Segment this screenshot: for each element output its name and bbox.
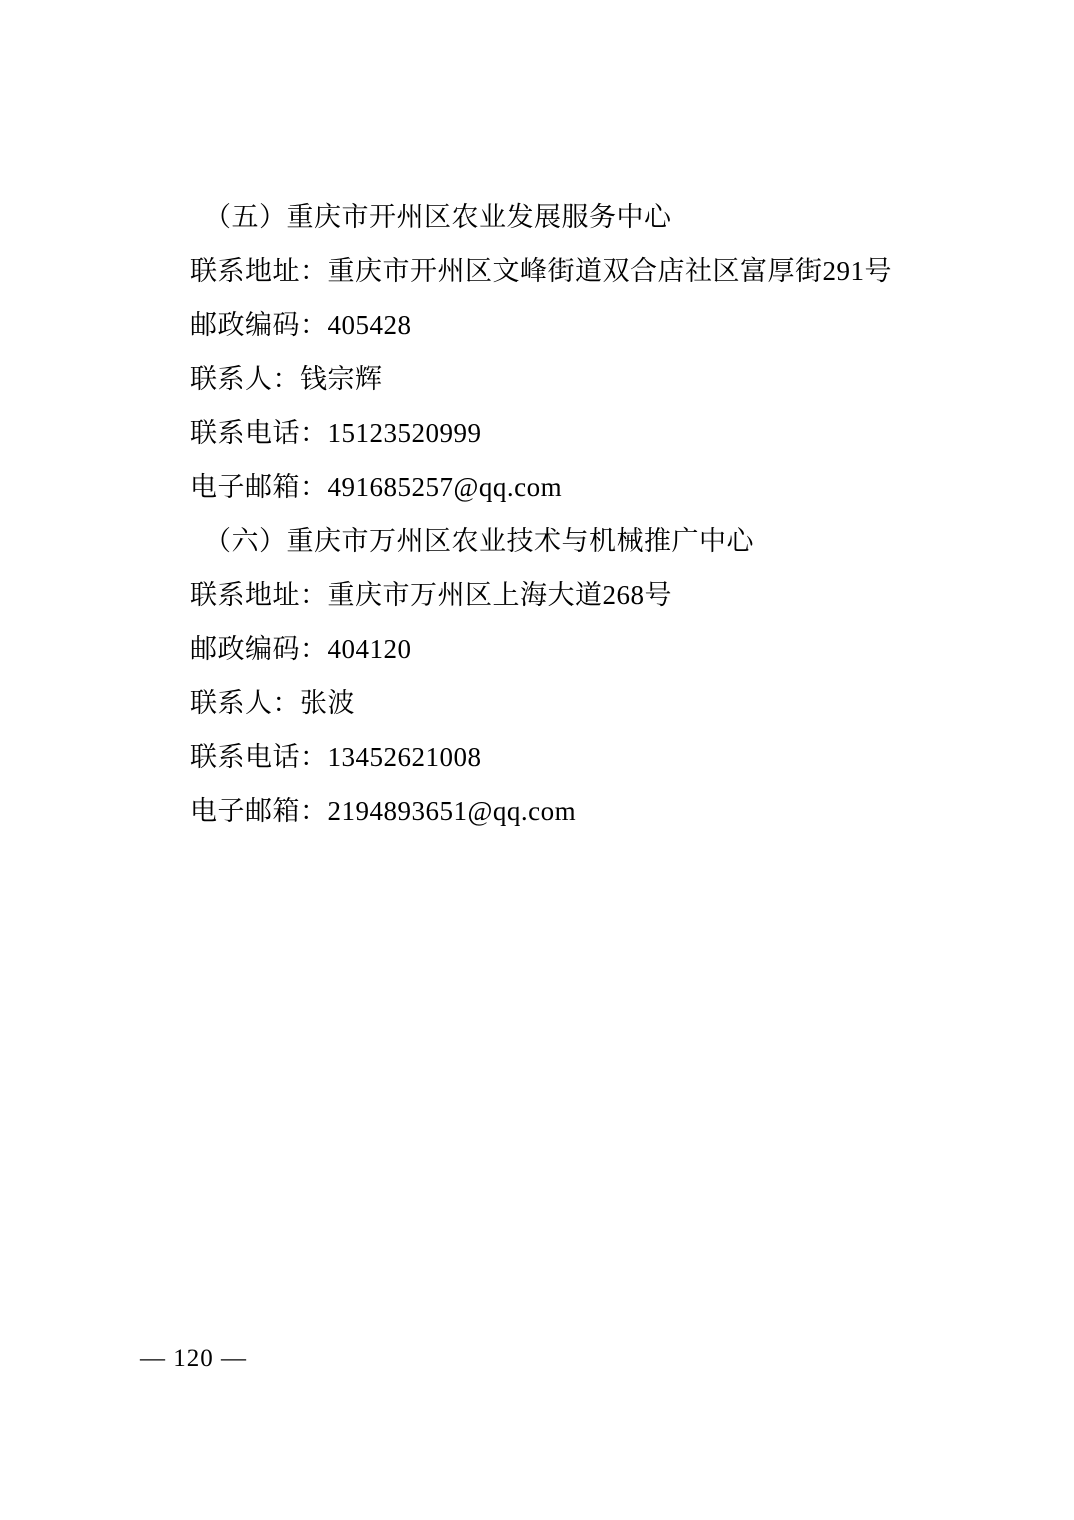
contact-email-six: 电子邮箱：2194893651@qq.com bbox=[190, 796, 577, 826]
page-number: — 120 — bbox=[140, 1345, 247, 1372]
contact-address-five: 联系地址：重庆市开州区文峰街道双合店社区富厚街291号 bbox=[190, 256, 892, 286]
contact-person-six: 联系人：张波 bbox=[190, 688, 355, 718]
postal-code-six: 邮政编码：404120 bbox=[190, 634, 412, 664]
contact-phone-five: 联系电话：15123520999 bbox=[190, 418, 482, 448]
contact-phone-six: 联系电话：13452621008 bbox=[190, 742, 482, 772]
postal-code-five: 邮政编码：405428 bbox=[190, 310, 412, 340]
section-heading-five: （五）重庆市开州区农业发展服务中心 bbox=[204, 202, 672, 232]
section-heading-six: （六）重庆市万州区农业技术与机械推广中心 bbox=[204, 526, 754, 556]
contact-address-six: 联系地址：重庆市万州区上海大道268号 bbox=[190, 580, 672, 610]
document-body bbox=[190, 190, 950, 838]
contact-email-five: 电子邮箱：491685257@qq.com bbox=[190, 472, 563, 502]
contact-person-five: 联系人：钱宗辉 bbox=[190, 364, 383, 394]
